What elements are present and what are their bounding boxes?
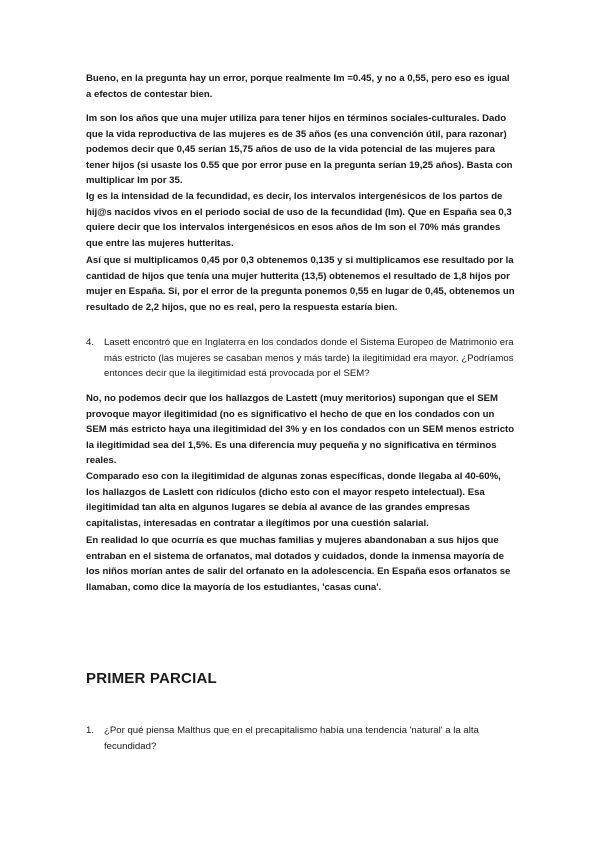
section-heading: PRIMER PARCIAL [86,670,217,687]
question-4-text: Lasett encontró que en Inglaterra en los condados donde el Sistema Europeo de Matrimonio era más estricto (las mujeres se casaban menos y más tarde) la ilegitimidad era mayor. ¿Podríamos entonces decir que la ilegitimidad está provocada por el SEM? [104,337,514,380]
paragraph-ig-explanation: Ig es la intensidad de la fecundidad, es decir, los intervalos intergenésicos de los partos de hij@s nacidos vivos en el periodo social de uso de la fecundidad (Im). Que en España sea 0,3 quiere decir que los intervalos intergenésicos en esos años de Im son el 70% más grandes que entre las mujeres hutteritas. [86,191,512,249]
question-1 [86,723,516,754]
answer-4-paragraph-1: No, no podemos decir que los hallazgos de Lastett (muy meritorios) supongan que el SEM provoque mayor ilegitimidad (no es significativo el hecho de que en los condados con un SEM más estricto haya una ilegitimidad del 3% y en los condados con un SEM menos estricto la ilegitimidad sea del 1,5%. Es una diferencia muy pequeña y no significativa en términos reales. [86,393,515,467]
paragraph-calculation: Así que si multiplicamos 0,45 por 0,3 obtenemos 0,135 y si multiplicamos ese resultado por la cantidad de hijos que tenía una mujer hutterita (13,5) obtenemos el resultado de 1,8 hijos por mujer en España. Si, por el error de la pregunta ponemos 0,55 en lugar de 0,45, obtenemos un resultado de 2,2 hijos, que no es real, pero la respuesta estaría bien. [86,255,515,313]
answer-4-paragraph-2: Comparado eso con la ilegitimidad de algunas zonas específicas, donde llegaba al 40-60%, los hallazgos de Laslett con ridículos (dicho esto con el mayor respeto intelectual). Esa ilegitimidad tan alta en algunos lugares se debía al avance de las grandes empresas capitalistas, interesadas en contratar a ilegítimos por una cuestión salarial. [86,471,501,529]
answer-4-paragraph-3: En realidad lo que ocurría es que muchas familias y mujeres abandonaban a sus hijos que entraban en el sistema de orfanatos, mal dotados y cuidados, donde la inmensa mayoría de los niños morían antes de salir del orfanato en la adolescencia. En España esos orfanatos se llamaban, como dice la mayoría de los estudiantes, 'casas cuna'. [86,535,511,593]
paragraph-im-explanation: Im son los años que una mujer utiliza para tener hijos en términos sociales-culturales. Dado que la vida reproductiva de las mujeres es de 35 años (es una convención útil, para razonar) podemos decir que 0,45 serían 15,75 años de uso de la vida potencial de las mujeres para tener hijos (si usaste los 0.55 que por error puse en la pregunta serían 19,25 años). Basta con multiplicar Im por 35. [86,113,513,187]
question-4 [86,335,516,382]
question-1-number: 1. [86,725,95,736]
paragraph-error-note: Bueno, en la pregunta hay un error, porque realmente Im =0.45, y no a 0,55, pero eso es igual a efectos de contestar bien. [86,73,510,100]
question-4-number: 4. [86,337,95,348]
question-1-text: ¿Por qué piensa Malthus que en el precapitalismo había una tendencia 'natural' a la alta fecundidad? [104,725,479,752]
